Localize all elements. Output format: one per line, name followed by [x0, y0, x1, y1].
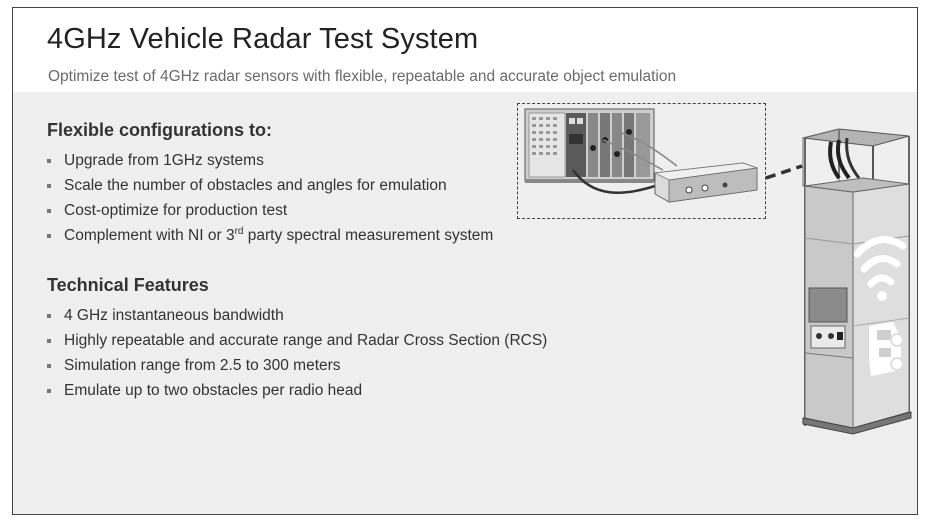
list-item: Upgrade from 1GHz systems	[47, 148, 493, 173]
equipment-illustration	[13, 8, 917, 514]
list-item: 4 GHz instantaneous bandwidth	[47, 303, 547, 328]
list-item: Cost-optimize for production test	[47, 198, 493, 223]
callout-connector	[766, 166, 802, 178]
slide	[12, 7, 918, 515]
pxi-chassis-icon	[525, 109, 654, 183]
complement-text-end: party spectral measurement system	[243, 226, 494, 244]
technical-features-heading: Technical Features	[47, 275, 209, 295]
slide-subtitle: Optimize test of 4GHz radar sensors with flexible, repeatable and accurate object emulation	[48, 68, 677, 85]
list-item: Emulate up to two obstacles per radio head	[47, 378, 547, 403]
complement-text-start: Complement with NI or 3	[64, 226, 235, 244]
slide-title: 4GHz Vehicle Radar Test System	[47, 23, 479, 55]
complement-superscript: rd	[234, 225, 244, 237]
test-rack-icon	[803, 129, 911, 434]
list-item: Simulation range from 2.5 to 300 meters	[47, 353, 547, 378]
list-item: Highly repeatable and accurate range and Radar Cross Section (RCS)	[47, 328, 547, 353]
list-item: Scale the number of obstacles and angles for emulation	[47, 173, 493, 198]
radio-head-icon	[655, 163, 757, 202]
flexible-configurations-heading: Flexible configurations to:	[47, 120, 273, 140]
